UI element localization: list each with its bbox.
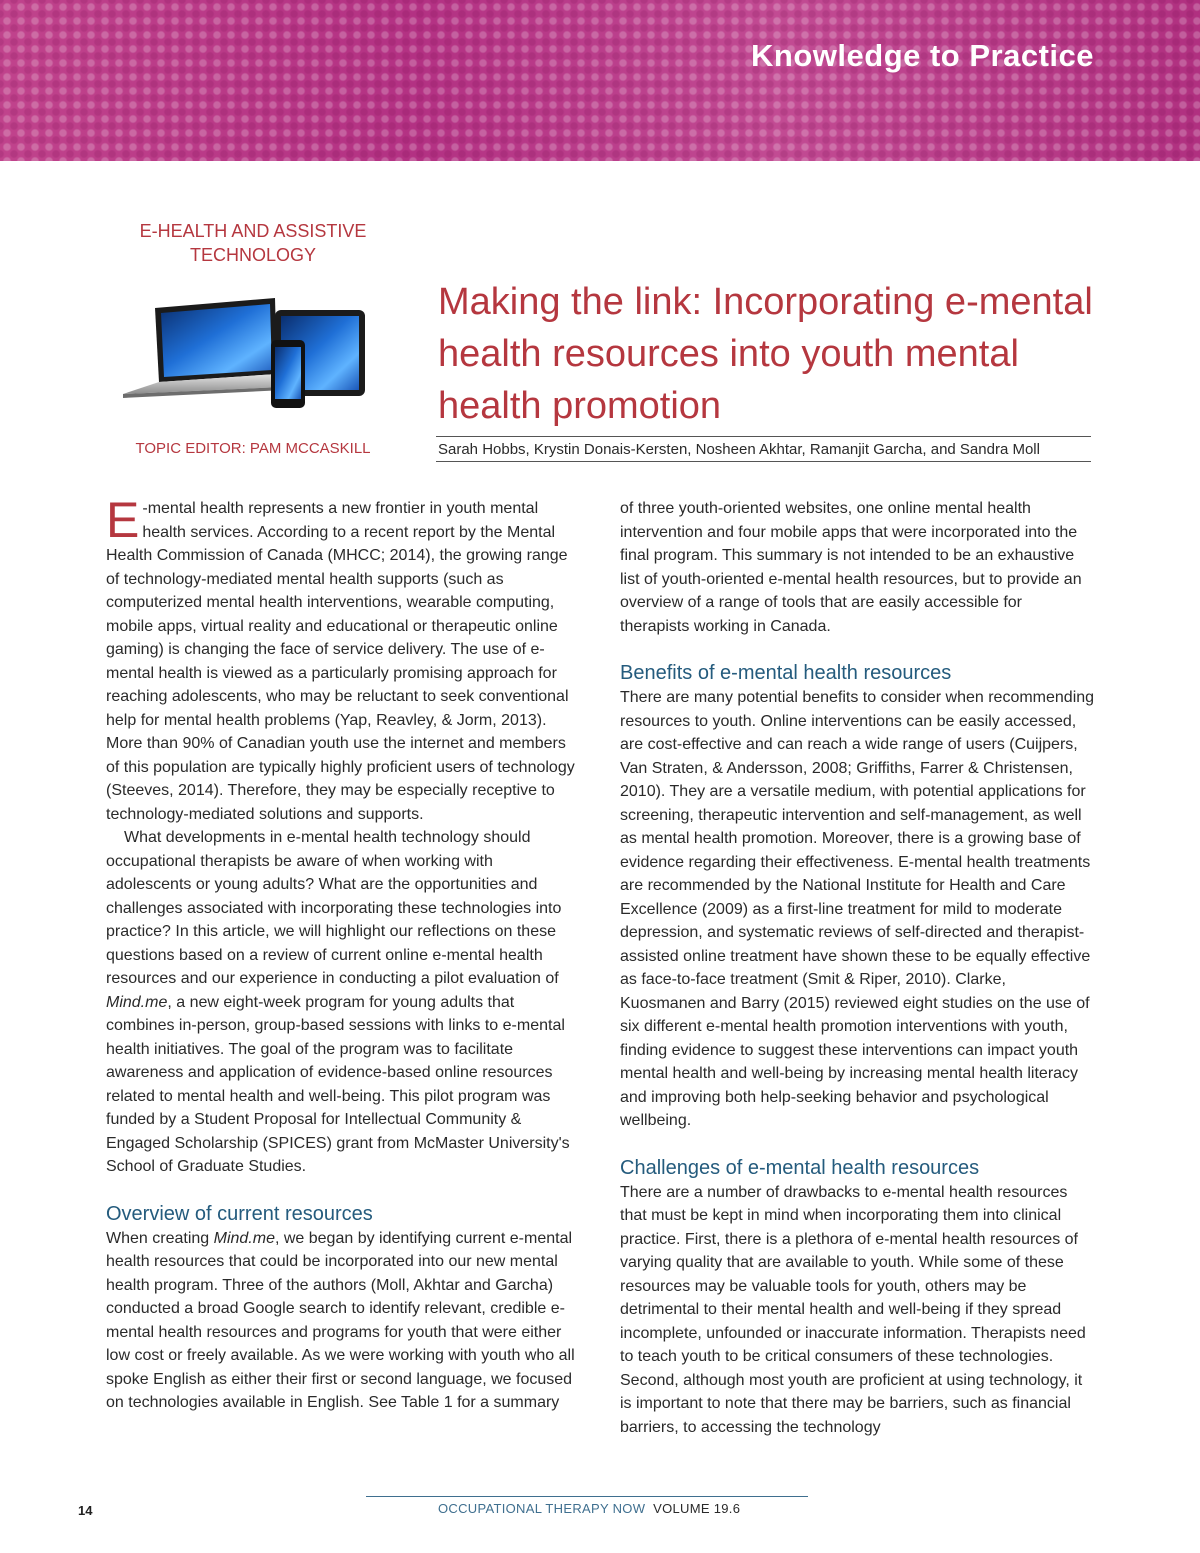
- volume-label: VOLUME 19.6: [653, 1501, 741, 1516]
- benefits-paragraph: There are many potential benefits to consider when recommending resources to youth. Online interventions can be easily accessed, are cost-effective and can reach a wide range of users (Cuijpers, Van Straten, & Andersson, 2008; Griffiths, Farrer & Christensen, 2010). They are a versatile medium, with potential applications for screening, therapeutic intervention and self-management, as well as mental health promotion. Moreover, there is a growing base of evidence regarding their effectiveness. E-mental health treatments are recommended by the National Institute for Health and Care Excellence (2009) as a first-line treatment for mild to moderate depression, and systematic reviews of self-directed and therapist-assisted online treatment have shown these to be equally effective as face-to-face treatment (Smit & Riper, 2010). Clarke, Kuosmanen and Barry (2015) reviewed eight studies on the use of six different e-mental health promotion interventions with youth, finding evidence to suggest these interventions can impact youth mental health and well-being by increasing mental health literacy and improving both help-seeking behavior and psychological wellbeing.: [620, 689, 1095, 1129]
- intro-p2-text-a: What developments in e-mental health technology should occupational therapists be aware of when working with adolescents or young adults? What are the opportunities and challenges associated with incorporating these technologies into practice? In this article, we will highlight our reflections on these questions based on a review of current online e-mental health resources and our experience in conducting a pilot evaluation of: [106, 829, 562, 987]
- author-rule-bottom: [436, 461, 1091, 462]
- overview-text-a: When creating: [106, 1229, 214, 1247]
- spacer: [620, 638, 1095, 660]
- devices-laptop-tablet-phone-icon: [115, 290, 385, 420]
- spacer: [106, 1179, 581, 1201]
- heading-benefits: Benefits of e-mental health resources: [620, 662, 952, 684]
- intro-paragraph-1: [106, 492, 581, 826]
- program-name: Mind.me: [106, 993, 168, 1011]
- program-name-2: Mind.me: [213, 1229, 275, 1247]
- overview-paragraph-continued: of three youth-oriented websites, one online mental health intervention and four mobile apps that were incorporated into the final program. This summary is not intended to be an exhaustive list of youth-oriented e-mental health resources, but to provide an overview of a range of tools that are easily accessible for therapists working in Canada.: [620, 500, 1082, 635]
- footer-publication: [438, 1501, 740, 1516]
- author-list: Sarah Hobbs, Krystin Donais-Kersten, Nosheen Akhtar, Ramanjit Garcha, and Sandra Moll: [438, 441, 1040, 458]
- page-number: 14: [78, 1503, 93, 1518]
- intro-paragraph-1-text: -mental health represents a new frontier in youth mental health services. According to a recent report by the Mental Health Commission of Canada (MHCC; 2014), the growing range of technology-mediated mental health supports (such as computerized mental health interventions, wearable computing, mobile apps, virtual reality and educational or therapeutic online gaming) is changing the face of service delivery. The use of e-mental health is viewed as a particularly promising approach for reaching adolescents, who may be reluctant to seek conventional help for mental health problems (Yap, Reavley, & Jorm, 2013). More than 90% of Canadian youth use the internet and members of this population are typically highly proficient users of technology (Steeves, 2014). Therefore, they may be especially receptive to technology-mediated solutions and supports.: [106, 500, 575, 823]
- author-rule-top: [436, 436, 1091, 437]
- banner-title: Knowledge to Practice: [751, 38, 1094, 73]
- challenges-paragraph: There are a number of drawbacks to e-mental health resources that must be kept in mind when incorporating them into clinical practice. First, there is a plethora of e-mental health resources of varying quality that are available to youth. While some of these resources may be valuable tools for youth, others may be detrimental to their mental health and well-being if they spread incomplete, unfounded or inaccurate information. Therapists need to teach youth to be critical consumers of these technologies. Second, although most youth are proficient at using technology, it is important to note that there may be barriers, such as financial barriers, to accessing the technology: [620, 1183, 1086, 1436]
- heading-overview: Overview of current resources: [106, 1202, 373, 1225]
- column-right: [620, 497, 1095, 1439]
- section-label: E-HEALTH AND ASSISTIVE TECHNOLOGY: [139, 221, 367, 265]
- heading-challenges: Challenges of e-mental health resources: [620, 1156, 980, 1179]
- publication-name: OCCUPATIONAL THERAPY NOW: [438, 1501, 646, 1516]
- footer-rule: [366, 1496, 808, 1497]
- article-title: Making the link: Incorporating e-mental health resources into youth mental health promotion: [438, 281, 1093, 427]
- header-banner: [0, 0, 1200, 161]
- spacer: [620, 1133, 1095, 1155]
- overview-paragraph: [106, 1227, 581, 1415]
- column-left: [106, 492, 581, 1415]
- topic-editor: TOPIC EDITOR: PAM MCCASKILL: [135, 440, 371, 457]
- intro-paragraph-2: [106, 826, 581, 1179]
- overview-text-b: , we began by identifying current e-mental health resources that could be incorporated into our new mental health program. Three of the authors (Moll, Akhtar and Garcha) conducted a broad Google search to identify relevant, credible e-mental health resources and programs for youth that were either low cost or freely available. As we were working with youth who all spoke English as either their first or second language, we focused on technologies available in English. See Table 1 for a summary: [106, 1229, 575, 1411]
- drop-cap: E: [106, 492, 140, 548]
- intro-p2-text-b: , a new eight-week program for young adults that combines in-person, group-based sessions with links to e-mental health initiatives. The goal of the program was to facilitate awareness and application of evidence-based online resources related to mental health and well-being. This pilot program was funded by a Student Proposal for Intellectual Community & Engaged Scholarship (SPICES) grant from McMaster University's School of Graduate Studies.: [106, 993, 570, 1175]
